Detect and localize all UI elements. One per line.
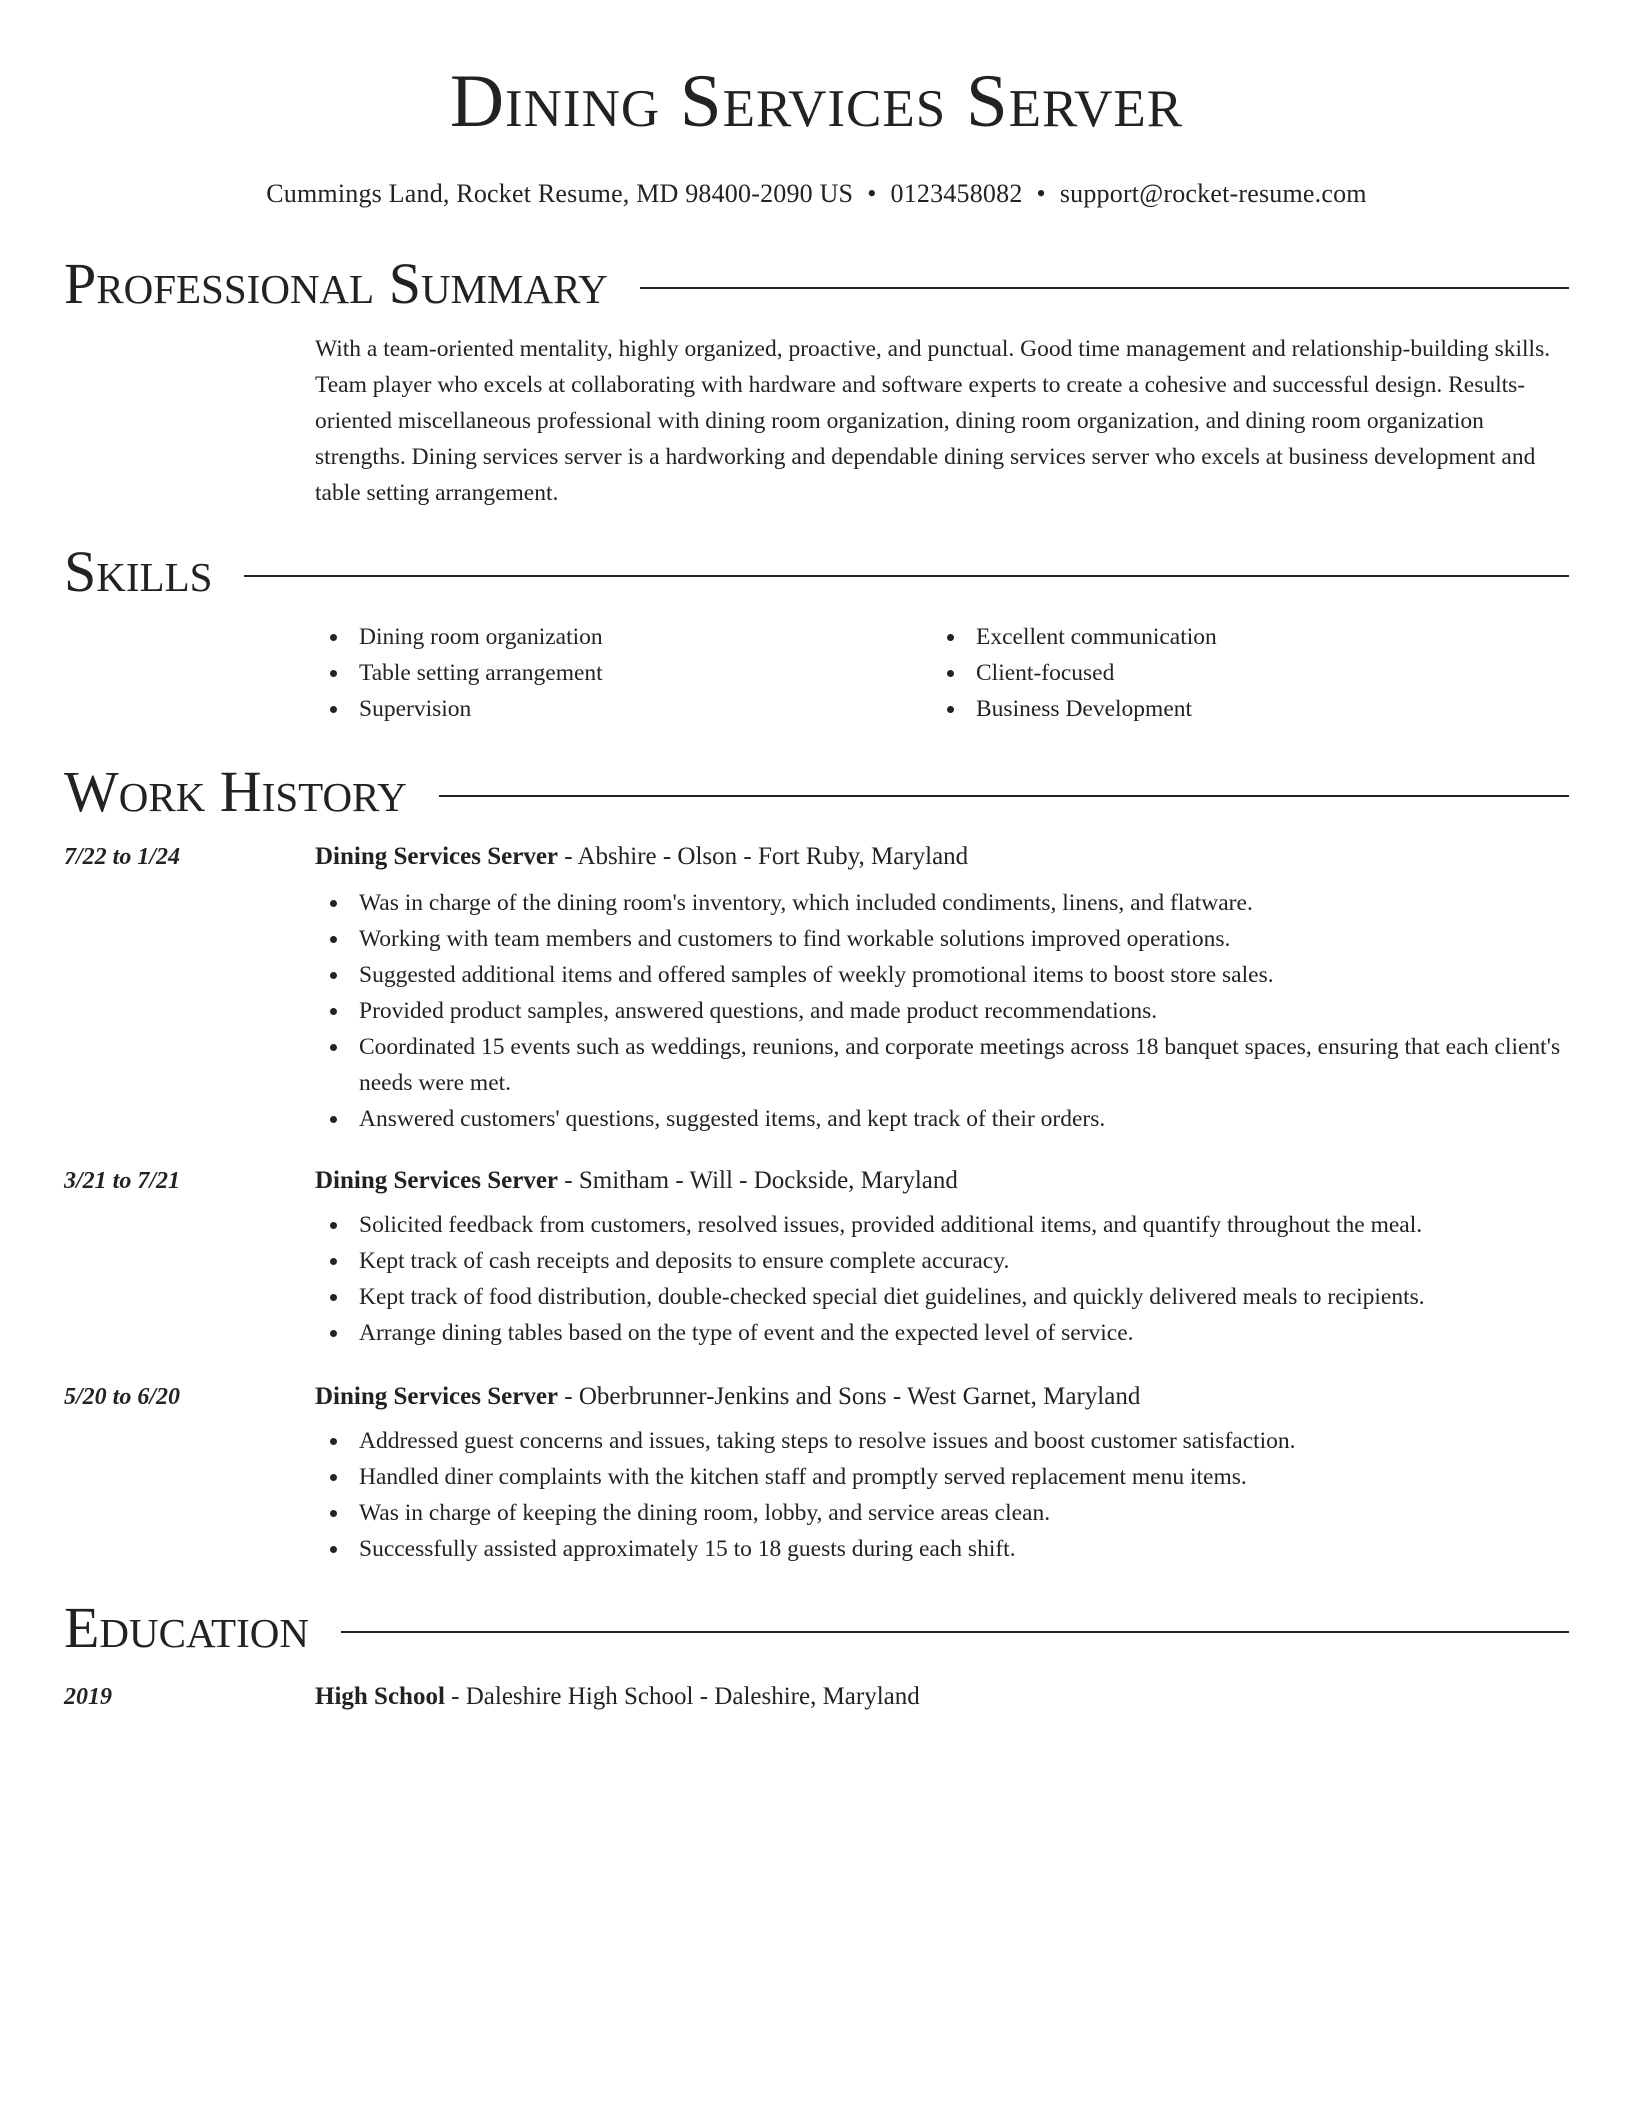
- job-duty-item: Successfully assisted approximately 15 to 18 guests during each shift.: [315, 1531, 1569, 1567]
- education-school-location: - Daleshire High School - Daleshire, Maryland: [444, 1683, 920, 1710]
- job-duty-item: Provided product samples, answered questions, and made product recommendations.: [315, 993, 1569, 1029]
- summary-text: With a team-oriented mentality, highly organized, proactive, and punctual. Good time management and relationship-building skills. Team player who excels at collaborating with hardware and software experts to create a cohesive and successful design. Results-oriented miscellaneous professional with dining room organization, dining room organization, and dining room organization strengths. Dining services server is a hardworking and dependable dining services server who excels at business development and table setting arrangement.: [315, 336, 1551, 506]
- education-degree: High School: [315, 1683, 445, 1710]
- job-duties: [315, 1423, 1569, 1567]
- job-header-row: [64, 1167, 1569, 1195]
- section-divider: [640, 287, 1569, 289]
- education-entry: [64, 1683, 1569, 1711]
- job-position: Dining Services Server: [315, 843, 559, 870]
- education-section-header: [64, 1595, 1569, 1660]
- work-section-header: [64, 759, 1569, 824]
- education-section-title: Education: [64, 1595, 309, 1660]
- job-duty-item: Answered customers' questions, suggested items, and kept track of their orders.: [315, 1101, 1569, 1137]
- job-dates: 7/22 to 1/24: [64, 844, 181, 870]
- job-header-row: [64, 843, 1569, 871]
- summary-section-title: Professional Summary: [64, 251, 608, 316]
- contact-separator: •: [1036, 179, 1046, 208]
- job-duty-item: Handled diner complaints with the kitchen staff and promptly served replacement menu items.: [315, 1459, 1569, 1495]
- job-entry: [64, 843, 1569, 1137]
- skills-list: [315, 619, 1569, 727]
- job-dates: 5/20 to 6/20: [64, 1384, 181, 1410]
- section-divider: [439, 795, 1569, 797]
- job-duties: [315, 1207, 1569, 1351]
- summary-section-header: [64, 251, 1569, 316]
- job-duty-item: Working with team members and customers to find workable solutions improved operations.: [315, 921, 1569, 957]
- job-heading: [315, 1167, 958, 1195]
- job-position: Dining Services Server: [315, 1383, 559, 1410]
- skill-item: Business Development: [932, 691, 1549, 727]
- job-employer-location: - Oberbrunner-Jenkins and Sons - West Garnet, Maryland: [558, 1383, 1141, 1410]
- resume-name: Dining Services Server: [449, 60, 1184, 143]
- skills-section-header: [64, 539, 1569, 604]
- section-divider: [341, 1631, 1569, 1633]
- job-duty-item: Suggested additional items and offered samples of weekly promotional items to boost store sales.: [315, 957, 1569, 993]
- job-employer-location: - Abshire - Olson - Fort Ruby, Maryland: [558, 843, 969, 870]
- job-duty-item: Was in charge of keeping the dining room, lobby, and service areas clean.: [315, 1495, 1569, 1531]
- job-duty-item: Kept track of cash receipts and deposits to ensure complete accuracy.: [315, 1243, 1569, 1279]
- contact-phone: 0123458082: [890, 179, 1023, 208]
- job-duty-item: Addressed guest concerns and issues, taking steps to resolve issues and boost customer satisfaction.: [315, 1423, 1569, 1459]
- contact-separator: •: [867, 179, 877, 208]
- skills-column-right: [932, 619, 1549, 727]
- skill-item: Excellent communication: [932, 619, 1549, 655]
- job-header-row: [64, 1383, 1569, 1411]
- job-employer-location: - Smitham - Will - Dockside, Maryland: [558, 1167, 958, 1194]
- job-entry: [64, 1383, 1569, 1567]
- job-duty-item: Kept track of food distribution, double-checked special diet guidelines, and quickly delivered meals to recipients.: [315, 1279, 1569, 1315]
- education-year: 2019: [64, 1684, 112, 1710]
- skills-column-left: [315, 619, 932, 727]
- work-section-title: Work History: [64, 759, 407, 824]
- job-duty-item: Arrange dining tables based on the type of event and the expected level of service.: [315, 1315, 1569, 1351]
- resume-page: [64, 0, 1569, 1711]
- contact-address: Cummings Land, Rocket Resume, MD 98400-2090 US: [266, 179, 854, 208]
- skill-item: Table setting arrangement: [315, 655, 932, 691]
- section-divider: [244, 575, 1569, 577]
- job-duty-item: Coordinated 15 events such as weddings, reunions, and corporate meetings across 18 banquet spaces, ensuring that each client's needs were met.: [315, 1029, 1569, 1101]
- job-duty-item: Was in charge of the dining room's inventory, which included condiments, linens, and flatware.: [315, 885, 1569, 921]
- skills-section-title: Skills: [64, 539, 213, 604]
- job-duties: [315, 885, 1569, 1137]
- job-position: Dining Services Server: [315, 1167, 559, 1194]
- education-heading: [315, 1683, 920, 1711]
- skill-item: Dining room organization: [315, 619, 932, 655]
- job-heading: [315, 843, 968, 871]
- job-entry: [64, 1167, 1569, 1351]
- skill-item: Supervision: [315, 691, 932, 727]
- job-heading: [315, 1383, 1140, 1411]
- skill-item: Client-focused: [932, 655, 1549, 691]
- contact-email: support@rocket-resume.com: [1059, 179, 1367, 208]
- job-dates: 3/21 to 7/21: [64, 1168, 181, 1194]
- contact-line: [64, 179, 1569, 209]
- job-duty-item: Solicited feedback from customers, resolved issues, provided additional items, and quantify throughout the meal.: [315, 1207, 1569, 1243]
